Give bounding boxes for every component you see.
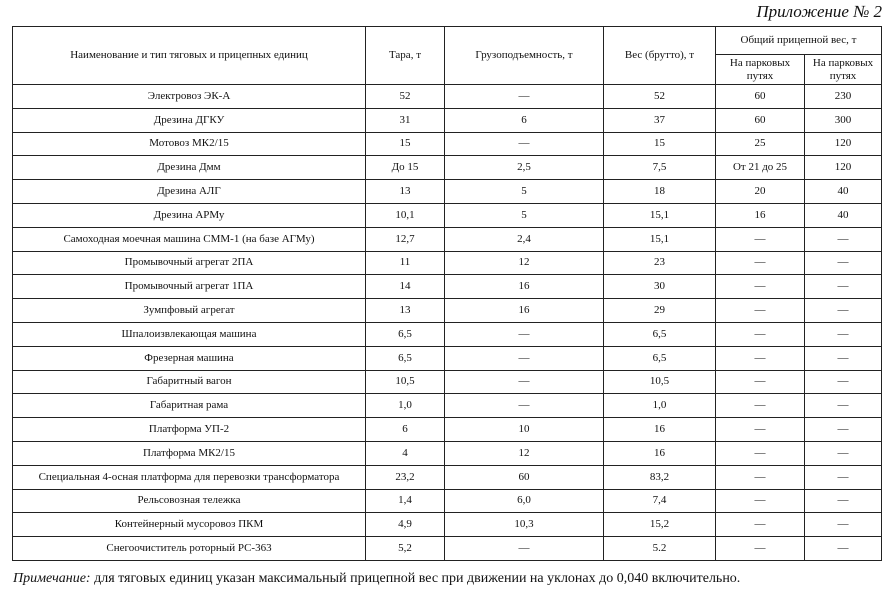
cell-tare: 4,9 <box>366 513 445 537</box>
cell-name: Рельсовозная тележка <box>13 489 366 513</box>
cell-trailer-park-2: — <box>805 537 882 561</box>
cell-tare: 6,5 <box>366 346 445 370</box>
cell-name: Шпалоизвлекающая машина <box>13 322 366 346</box>
cell-name: Электровоз ЭК-А <box>13 85 366 109</box>
cell-gross: 15,1 <box>604 203 716 227</box>
cell-trailer-park-2: — <box>805 251 882 275</box>
cell-name: Дрезина АЛГ <box>13 180 366 204</box>
cell-capacity: 12 <box>445 441 604 465</box>
header-trailer-total: Общий прицепной вес, т <box>716 27 882 55</box>
cell-tare: 6 <box>366 418 445 442</box>
cell-gross: 30 <box>604 275 716 299</box>
cell-name: Промывочный агрегат 2ПА <box>13 251 366 275</box>
cell-gross: 23 <box>604 251 716 275</box>
cell-tare: 1,4 <box>366 489 445 513</box>
cell-gross: 10,5 <box>604 370 716 394</box>
table-row <box>13 203 882 227</box>
table-row <box>13 275 882 299</box>
cell-name: Мотовоз МК2/15 <box>13 132 366 156</box>
cell-trailer-park-2: 230 <box>805 85 882 109</box>
cell-tare: 10,1 <box>366 203 445 227</box>
cell-tare: 12,7 <box>366 227 445 251</box>
cell-trailer-park-2: 40 <box>805 180 882 204</box>
cell-trailer-park-1: 60 <box>716 108 805 132</box>
cell-gross: 16 <box>604 418 716 442</box>
table-row <box>13 156 882 180</box>
cell-trailer-park-2: — <box>805 370 882 394</box>
cell-name: Платформа МК2/15 <box>13 441 366 465</box>
cell-capacity: 16 <box>445 299 604 323</box>
header-gross-weight: Вес (брутто), т <box>604 27 716 85</box>
cell-trailer-park-1: — <box>716 251 805 275</box>
cell-trailer-park-2: 300 <box>805 108 882 132</box>
table-row <box>13 251 882 275</box>
table-row <box>13 441 882 465</box>
cell-trailer-park-1: От 21 до 25 <box>716 156 805 180</box>
cell-capacity: 5 <box>445 203 604 227</box>
cell-gross: 6,5 <box>604 322 716 346</box>
cell-gross: 7,4 <box>604 489 716 513</box>
cell-capacity: 60 <box>445 465 604 489</box>
cell-capacity: — <box>445 322 604 346</box>
cell-tare: 4 <box>366 441 445 465</box>
cell-capacity: 10 <box>445 418 604 442</box>
footnote <box>13 571 740 587</box>
cell-tare: 14 <box>366 275 445 299</box>
table-row <box>13 418 882 442</box>
cell-gross: 15,2 <box>604 513 716 537</box>
cell-trailer-park-2: — <box>805 275 882 299</box>
footnote-label: Примечание: <box>13 571 91 586</box>
cell-gross: 37 <box>604 108 716 132</box>
cell-trailer-park-2: — <box>805 299 882 323</box>
cell-name: Самоходная моечная машина СММ-1 (на базе АГМу) <box>13 227 366 251</box>
cell-tare: 5,2 <box>366 537 445 561</box>
table-row <box>13 132 882 156</box>
table-row <box>13 322 882 346</box>
cell-gross: 16 <box>604 441 716 465</box>
cell-trailer-park-1: — <box>716 370 805 394</box>
cell-trailer-park-1: 16 <box>716 203 805 227</box>
cell-gross: 6,5 <box>604 346 716 370</box>
cell-tare: 23,2 <box>366 465 445 489</box>
cell-tare: 10,5 <box>366 370 445 394</box>
cell-capacity: 16 <box>445 275 604 299</box>
table-row <box>13 180 882 204</box>
cell-trailer-park-1: — <box>716 418 805 442</box>
table-row <box>13 537 882 561</box>
header-tare: Тара, т <box>366 27 445 85</box>
cell-trailer-park-2: — <box>805 465 882 489</box>
header-park-tracks-2: На парковых путях <box>805 55 882 85</box>
cell-gross: 15 <box>604 132 716 156</box>
cell-trailer-park-2: 120 <box>805 132 882 156</box>
cell-trailer-park-2: — <box>805 227 882 251</box>
cell-trailer-park-1: — <box>716 346 805 370</box>
cell-capacity: 6,0 <box>445 489 604 513</box>
cell-capacity: 2,5 <box>445 156 604 180</box>
cell-trailer-park-2: — <box>805 513 882 537</box>
cell-name: Снегоочиститель роторный РС-363 <box>13 537 366 561</box>
table-row <box>13 85 882 109</box>
cell-trailer-park-1: — <box>716 322 805 346</box>
cell-name: Платформа УП-2 <box>13 418 366 442</box>
cell-capacity: — <box>445 394 604 418</box>
cell-gross: 1,0 <box>604 394 716 418</box>
cell-name: Специальная 4-осная платформа для перевозки трансформатора <box>13 465 366 489</box>
cell-trailer-park-1: 25 <box>716 132 805 156</box>
cell-gross: 18 <box>604 180 716 204</box>
cell-capacity: 6 <box>445 108 604 132</box>
cell-name: Зумпфовый агрегат <box>13 299 366 323</box>
table-row <box>13 394 882 418</box>
cell-tare: 13 <box>366 180 445 204</box>
table-row <box>13 370 882 394</box>
cell-trailer-park-1: — <box>716 299 805 323</box>
header-capacity: Грузоподъемность, т <box>445 27 604 85</box>
cell-tare: 15 <box>366 132 445 156</box>
cell-trailer-park-1: — <box>716 441 805 465</box>
cell-trailer-park-2: 40 <box>805 203 882 227</box>
cell-gross: 5.2 <box>604 537 716 561</box>
table-row <box>13 299 882 323</box>
table-row <box>13 513 882 537</box>
cell-capacity: — <box>445 132 604 156</box>
cell-name: Габаритная рама <box>13 394 366 418</box>
cell-name: Фрезерная машина <box>13 346 366 370</box>
cell-tare: 1,0 <box>366 394 445 418</box>
cell-trailer-park-2: — <box>805 322 882 346</box>
cell-name: Дрезина АРМу <box>13 203 366 227</box>
cell-tare: 6,5 <box>366 322 445 346</box>
cell-tare: 31 <box>366 108 445 132</box>
cell-capacity: 12 <box>445 251 604 275</box>
cell-trailer-park-1: 20 <box>716 180 805 204</box>
cell-trailer-park-1: 60 <box>716 85 805 109</box>
cell-capacity: 5 <box>445 180 604 204</box>
cell-gross: 15,1 <box>604 227 716 251</box>
cell-trailer-park-2: — <box>805 394 882 418</box>
rolling-stock-table <box>12 26 882 561</box>
cell-name: Габаритный вагон <box>13 370 366 394</box>
footnote-text: для тяговых единиц указан максимальный прицепной вес при движении на уклонах до 0,040 включительно. <box>90 571 741 586</box>
table-row <box>13 346 882 370</box>
cell-capacity: — <box>445 537 604 561</box>
table-row <box>13 227 882 251</box>
cell-trailer-park-1: — <box>716 513 805 537</box>
cell-trailer-park-2: — <box>805 418 882 442</box>
cell-trailer-park-1: — <box>716 537 805 561</box>
table-body <box>13 85 882 561</box>
cell-trailer-park-2: — <box>805 489 882 513</box>
cell-tare: 13 <box>366 299 445 323</box>
cell-gross: 83,2 <box>604 465 716 489</box>
table-header <box>13 27 882 85</box>
cell-trailer-park-2: 120 <box>805 156 882 180</box>
header-name: Наименование и тип тяговых и прицепных единиц <box>13 27 366 85</box>
cell-trailer-park-1: — <box>716 465 805 489</box>
cell-trailer-park-2: — <box>805 346 882 370</box>
cell-trailer-park-2: — <box>805 441 882 465</box>
cell-gross: 7,5 <box>604 156 716 180</box>
cell-tare: 11 <box>366 251 445 275</box>
cell-tare: 52 <box>366 85 445 109</box>
cell-name: Дрезина Дмм <box>13 156 366 180</box>
table-row <box>13 108 882 132</box>
cell-capacity: — <box>445 346 604 370</box>
cell-name: Промывочный агрегат 1ПА <box>13 275 366 299</box>
cell-gross: 52 <box>604 85 716 109</box>
header-park-tracks-1: На парковых путях <box>716 55 805 85</box>
appendix-label: Приложение № 2 <box>756 2 882 21</box>
cell-tare: До 15 <box>366 156 445 180</box>
cell-gross: 29 <box>604 299 716 323</box>
cell-capacity: 10,3 <box>445 513 604 537</box>
cell-trailer-park-1: — <box>716 275 805 299</box>
cell-trailer-park-1: — <box>716 227 805 251</box>
cell-capacity: 2,4 <box>445 227 604 251</box>
cell-capacity: — <box>445 85 604 109</box>
cell-name: Дрезина ДГКУ <box>13 108 366 132</box>
cell-trailer-park-1: — <box>716 489 805 513</box>
table-row <box>13 489 882 513</box>
cell-capacity: — <box>445 370 604 394</box>
table-row <box>13 465 882 489</box>
cell-trailer-park-1: — <box>716 394 805 418</box>
cell-name: Контейнерный мусоровоз ПКМ <box>13 513 366 537</box>
